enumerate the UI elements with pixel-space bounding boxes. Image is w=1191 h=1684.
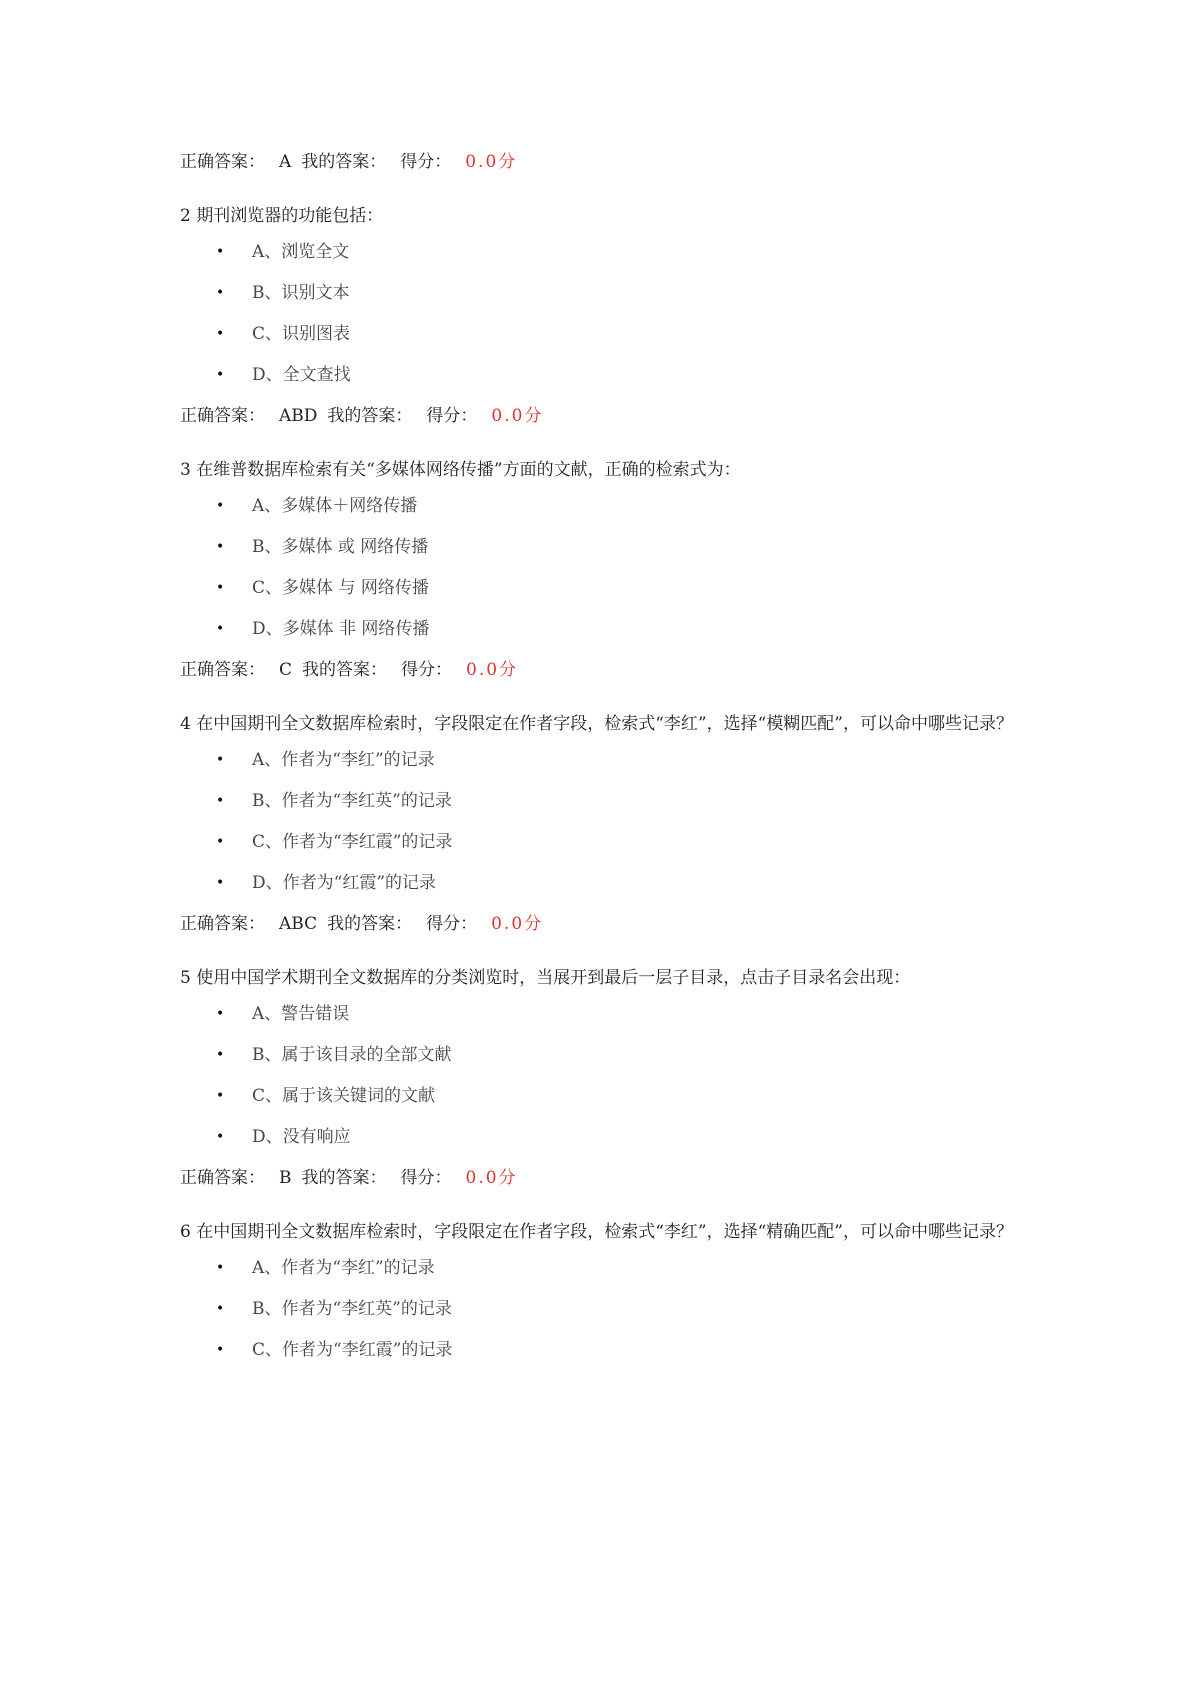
option-label: B、作者为“李红英”的记录 <box>252 1299 452 1319</box>
answer-line <box>180 150 1040 174</box>
bullet-icon: • <box>216 1342 225 1358</box>
option-item <box>180 1002 1040 1043</box>
question-block <box>180 1216 1040 1379</box>
bullet-icon: • <box>216 752 225 768</box>
score-label: 得分： <box>426 914 478 934</box>
option-item <box>180 1338 1040 1379</box>
option-list <box>180 1256 1040 1379</box>
score-label: 得分： <box>400 1168 452 1188</box>
option-label: A、警告错误 <box>252 1004 350 1024</box>
score-value: 0.0分 <box>465 1168 518 1188</box>
option-item <box>180 1125 1040 1166</box>
bullet-icon: • <box>216 834 225 850</box>
option-label: C、作者为“李红霞”的记录 <box>252 1340 453 1360</box>
option-label: B、多媒体 或 网络传播 <box>252 537 429 557</box>
option-item <box>180 1297 1040 1338</box>
my-answer-label: 我的答案： <box>327 914 413 934</box>
option-list <box>180 494 1040 658</box>
question-block <box>180 454 1040 682</box>
option-label: A、浏览全文 <box>252 242 350 262</box>
bullet-icon: • <box>216 875 225 891</box>
question-text: 4 在中国期刊全文数据库检索时，字段限定在作者字段，检索式“李红”，选择“模糊匹配”，可以命中哪些记录？ <box>180 714 1013 734</box>
option-label: A、多媒体＋网络传播 <box>252 496 418 516</box>
option-label: C、多媒体 与 网络传播 <box>252 578 429 598</box>
option-item <box>180 240 1040 281</box>
option-item <box>180 789 1040 830</box>
bullet-icon: • <box>216 285 225 301</box>
option-label: B、识别文本 <box>252 283 350 303</box>
bullet-icon: • <box>216 498 225 514</box>
question-block <box>180 708 1040 936</box>
my-answer-label: 我的答案： <box>301 1168 387 1188</box>
score-label: 得分： <box>400 152 452 172</box>
bullet-icon: • <box>216 1260 225 1276</box>
option-label: B、属于该目录的全部文献 <box>252 1045 452 1065</box>
bullet-icon: • <box>216 580 225 596</box>
option-label: D、多媒体 非 网络传播 <box>252 619 430 639</box>
bullet-icon: • <box>216 1301 225 1317</box>
quiz-page <box>180 150 1040 1379</box>
option-item <box>180 494 1040 535</box>
question-block <box>180 200 1040 428</box>
correct-answer-value: ABC <box>279 914 318 934</box>
question-text: 5 使用中国学术期刊全文数据库的分类浏览时，当展开到最后一层子目录，点击子目录名会出现： <box>180 968 911 988</box>
option-label: A、作者为“李红”的记录 <box>252 1258 435 1278</box>
option-item <box>180 1084 1040 1125</box>
option-label: C、作者为“李红霞”的记录 <box>252 832 453 852</box>
option-item <box>180 830 1040 871</box>
question-block <box>180 962 1040 1190</box>
bullet-icon: • <box>216 1047 225 1063</box>
option-label: D、没有响应 <box>252 1127 351 1147</box>
option-label: D、全文查找 <box>252 365 351 385</box>
answer-line <box>180 404 1040 428</box>
option-item <box>180 748 1040 789</box>
answer-line <box>180 1166 1040 1190</box>
correct-answer-value: ABD <box>279 406 318 426</box>
bullet-icon: • <box>216 326 225 342</box>
correct-answer-label: 正确答案： <box>180 660 265 680</box>
correct-answer-value: C <box>279 660 293 680</box>
answer-line <box>180 912 1040 936</box>
score-value: 0.0分 <box>465 152 518 172</box>
score-value: 0.0分 <box>466 660 519 680</box>
correct-answer-value: B <box>279 1168 292 1188</box>
my-answer-label: 我的答案： <box>327 406 413 426</box>
bullet-icon: • <box>216 1088 225 1104</box>
question-text: 6 在中国期刊全文数据库检索时，字段限定在作者字段，检索式“李红”，选择“精确匹配”，可以命中哪些记录？ <box>180 1222 1013 1242</box>
option-item <box>180 363 1040 404</box>
answer-line <box>180 658 1040 682</box>
bullet-icon: • <box>216 367 225 383</box>
score-label: 得分： <box>426 406 478 426</box>
correct-answer-label: 正确答案： <box>180 914 265 934</box>
option-item <box>180 535 1040 576</box>
option-item <box>180 281 1040 322</box>
option-label: B、作者为“李红英”的记录 <box>252 791 452 811</box>
bullet-icon: • <box>216 1006 225 1022</box>
option-item <box>180 322 1040 363</box>
option-list <box>180 1002 1040 1166</box>
bullet-icon: • <box>216 244 225 260</box>
bullet-icon: • <box>216 539 225 555</box>
option-label: C、识别图表 <box>252 324 351 344</box>
score-value: 0.0分 <box>491 406 544 426</box>
question-text: 2 期刊浏览器的功能包括： <box>180 206 384 226</box>
option-item <box>180 1043 1040 1084</box>
correct-answer-value: A <box>279 152 292 172</box>
score-value: 0.0分 <box>491 914 544 934</box>
option-list <box>180 748 1040 912</box>
correct-answer-label: 正确答案： <box>180 152 265 172</box>
option-item <box>180 617 1040 658</box>
option-label: A、作者为“李红”的记录 <box>252 750 435 770</box>
option-item <box>180 1256 1040 1297</box>
correct-answer-label: 正确答案： <box>180 1168 265 1188</box>
option-list <box>180 240 1040 404</box>
score-label: 得分： <box>401 660 453 680</box>
my-answer-label: 我的答案： <box>302 660 388 680</box>
bullet-icon: • <box>216 621 225 637</box>
option-item <box>180 871 1040 912</box>
correct-answer-label: 正确答案： <box>180 406 265 426</box>
bullet-icon: • <box>216 793 225 809</box>
option-item <box>180 576 1040 617</box>
my-answer-label: 我的答案： <box>301 152 387 172</box>
option-label: D、作者为“红霞”的记录 <box>252 873 437 893</box>
option-label: C、属于该关键词的文献 <box>252 1086 436 1106</box>
bullet-icon: • <box>216 1129 225 1145</box>
question-text: 3 在维普数据库检索有关“多媒体网络传播”方面的文献，正确的检索式为： <box>180 460 741 480</box>
